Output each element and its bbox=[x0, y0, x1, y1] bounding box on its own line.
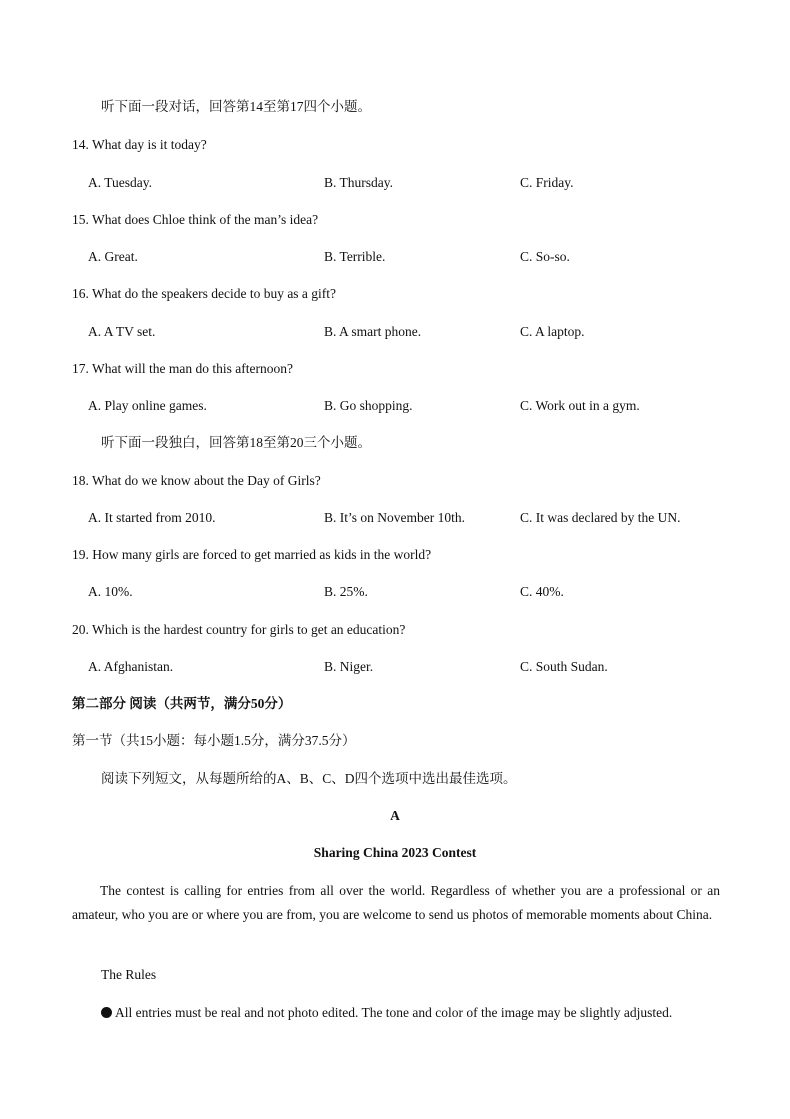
q14-option-b: B. Thursday. bbox=[324, 175, 393, 190]
q18-option-b: B. It’s on November 10th. bbox=[324, 510, 465, 525]
rule-item-1 bbox=[101, 1004, 672, 1022]
q14-option-c: C. Friday. bbox=[520, 175, 574, 190]
q17-option-c: C. Work out in a gym. bbox=[520, 398, 640, 413]
q15-option-a: A. Great. bbox=[88, 249, 138, 264]
q20-option-b: B. Niger. bbox=[324, 659, 374, 674]
question-14: 14. What day is it today? bbox=[72, 137, 207, 152]
q20-option-c: C. South Sudan. bbox=[520, 659, 608, 674]
part2-subheading: 第一节（共15小题：每小题1.5分，满分37.5分） bbox=[72, 733, 356, 748]
reading-instruction: 阅读下列短文，从每题所给的A、B、C、D四个选项中选出最佳选项。 bbox=[101, 771, 517, 786]
q18-option-c: C. It was declared by the UN. bbox=[520, 510, 681, 525]
q20-option-a: A. Afghanistan. bbox=[88, 659, 174, 674]
question-15: 15. What does Chloe think of the man’s idea? bbox=[72, 212, 319, 227]
q17-option-b: B. Go shopping. bbox=[324, 398, 413, 413]
q17-option-a: A. Play online games. bbox=[88, 398, 207, 413]
passage-paragraph bbox=[72, 879, 720, 926]
q19-option-c: C. 40%. bbox=[520, 584, 564, 599]
instruction-dialogue: 听下面一段对话，回答第14至第17四个小题。 bbox=[101, 99, 371, 114]
passage-letter: A bbox=[390, 808, 400, 823]
paragraph-text: The contest is calling for entries from all over the world. Regardless of whether you are a professional or an amateur, who you are or where you are from, you are welcome to send us photos of memorable moments about China. bbox=[72, 883, 720, 922]
q19-option-b: B. 25%. bbox=[324, 584, 368, 599]
q14-option-a: A. Tuesday. bbox=[88, 175, 153, 190]
question-19: 19. How many girls are forced to get married as kids in the world? bbox=[72, 547, 432, 562]
q19-option-a: A. 10%. bbox=[88, 584, 133, 599]
bullet-icon bbox=[101, 1007, 112, 1018]
q18-option-a: A. It started from 2010. bbox=[88, 510, 216, 525]
rule-1-text: All entries must be real and not photo edited. The tone and color of the image may be slightly adjusted. bbox=[115, 1005, 673, 1020]
q16-option-b: B. A smart phone. bbox=[324, 324, 422, 339]
q15-option-b: B. Terrible. bbox=[324, 249, 386, 264]
question-18: 18. What do we know about the Day of Girls? bbox=[72, 473, 321, 488]
q16-option-c: C. A laptop. bbox=[520, 324, 585, 339]
q15-option-c: C. So-so. bbox=[520, 249, 570, 264]
question-17: 17. What will the man do this afternoon? bbox=[72, 361, 293, 376]
passage-title: Sharing China 2023 Contest bbox=[313, 845, 477, 860]
q16-option-a: A. A TV set. bbox=[88, 324, 156, 339]
question-16: 16. What do the speakers decide to buy as a gift? bbox=[72, 286, 337, 301]
rules-heading: The Rules bbox=[101, 967, 157, 982]
question-20: 20. Which is the hardest country for girls to get an education? bbox=[72, 622, 406, 637]
part2-heading: 第二部分 阅读（共两节，满分50分） bbox=[72, 696, 292, 711]
instruction-monologue: 听下面一段独白，回答第18至第20三个小题。 bbox=[101, 435, 371, 450]
